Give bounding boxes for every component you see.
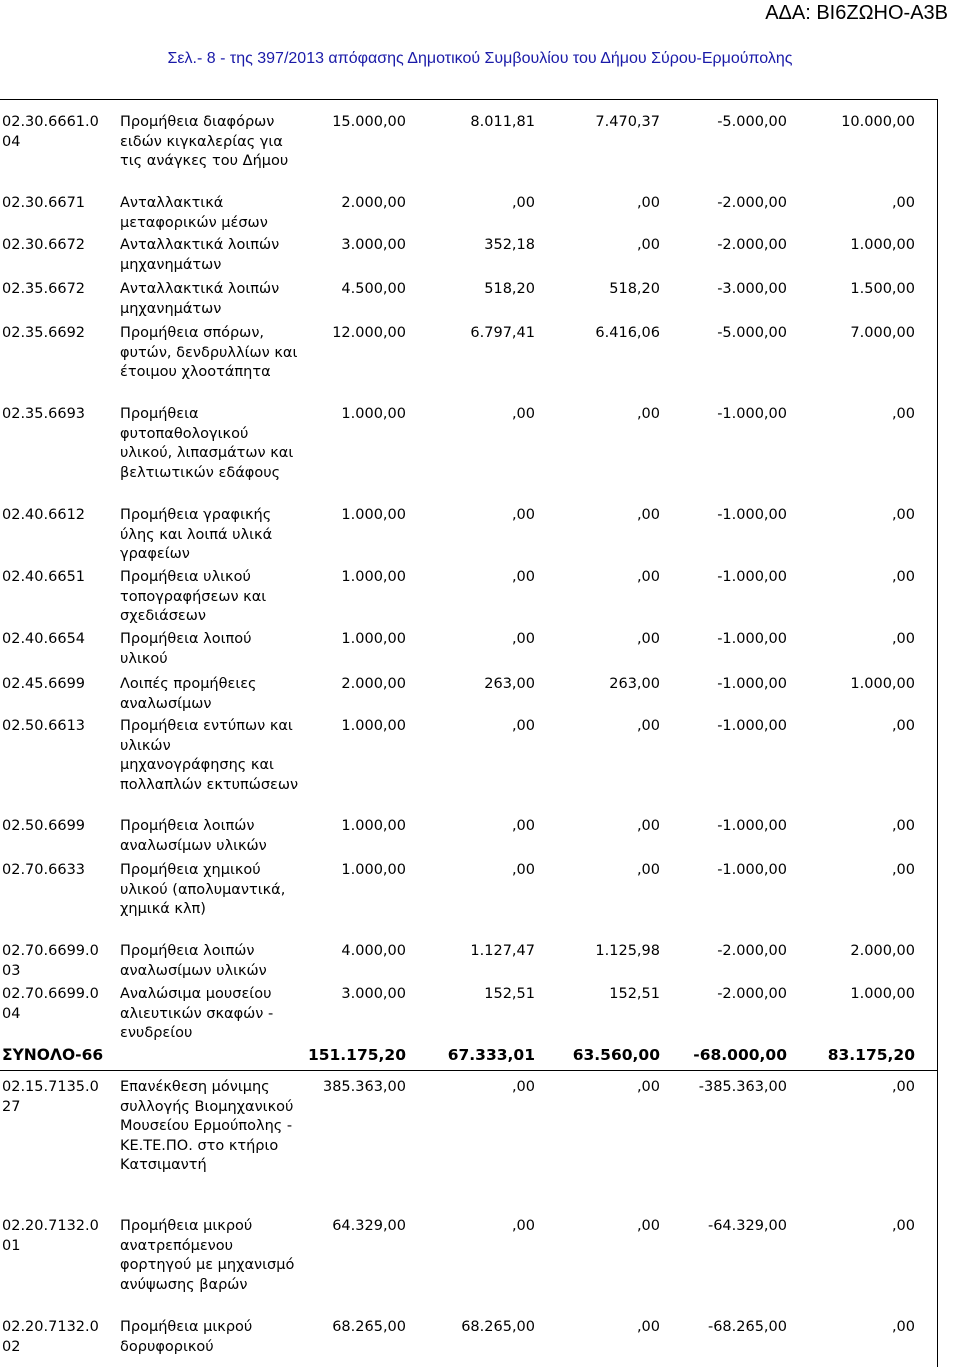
row-description: Προμήθεια μικρού δορυφορικού (120, 1319, 253, 1355)
row-description: Προμήθεια γραφικής ύλης και λοιπά υλικά γραφείων (120, 507, 273, 562)
row-value-3: 263,00 (609, 676, 660, 692)
row-value-2: 263,00 (484, 676, 535, 692)
row-value-3: ,00 (636, 631, 660, 647)
row-description: Προμήθεια διαφόρων ειδών κιγκαλερίας για τις ανάγκες του Δήμου (120, 114, 289, 169)
row-description: Λοιπές προμήθειες αναλωσίμων (120, 676, 257, 712)
row-description: Προμήθεια μικρού ανατρεπόμενου φορτηγού με μηχανισμό ανύψωσης βαρών (120, 1218, 295, 1293)
row-value-4: -1.000,00 (717, 862, 787, 878)
row-code: 02.35.6693 (2, 406, 86, 422)
row-code: 02.70.6699.0 04 (2, 986, 99, 1022)
row-value-2: 8.011,81 (470, 114, 535, 130)
row-value-5: 1.500,00 (850, 281, 915, 297)
row-value-5: 1.000,00 (850, 237, 915, 253)
row-value-2: 352,18 (484, 237, 535, 253)
row-value-5: ,00 (891, 862, 915, 878)
row-value-2: ,00 (511, 818, 535, 834)
row-description: Αναλώσιμα μουσείου αλιευτικών σκαφών - ενυδρείου (120, 986, 274, 1041)
row-code: 02.50.6613 (2, 718, 86, 734)
row-code: 02.20.7132.0 01 (2, 1218, 99, 1254)
row-value-4: -1.000,00 (717, 406, 787, 422)
row-code: 02.35.6692 (2, 325, 86, 341)
row-description: Προμήθεια χημικού υλικού (απολυμαντικά, χημικά κλπ) (120, 862, 286, 917)
row-value-3: ,00 (636, 1319, 660, 1335)
row-value-5: ,00 (891, 195, 915, 211)
row-value-1: 4.500,00 (341, 281, 406, 297)
row-value-2: 1.127,47 (470, 943, 535, 959)
total-separator (0, 1070, 938, 1071)
total-value-2: 67.333,01 (447, 1046, 535, 1064)
row-value-3: ,00 (636, 569, 660, 585)
row-value-4: -385.363,00 (698, 1079, 787, 1095)
row-code: 02.40.6612 (2, 507, 86, 523)
row-value-3: ,00 (636, 237, 660, 253)
row-description: Προμήθεια σπόρων, φυτών, δενδρυλλίων και έτοιμου χλοοτάπητα (120, 325, 298, 380)
row-value-3: ,00 (636, 718, 660, 734)
row-code: 02.45.6699 (2, 676, 86, 692)
row-value-5: 2.000,00 (850, 943, 915, 959)
row-value-4: -5.000,00 (717, 325, 787, 341)
row-value-3: ,00 (636, 507, 660, 523)
row-value-4: -1.000,00 (717, 507, 787, 523)
total-label: ΣΥΝΟΛΟ-66 (2, 1046, 104, 1064)
row-value-1: 64.329,00 (332, 1218, 406, 1234)
row-value-5: 1.000,00 (850, 676, 915, 692)
row-value-5: 1.000,00 (850, 986, 915, 1002)
row-value-5: 10.000,00 (841, 114, 915, 130)
page-header: Σελ.- 8 - της 397/2013 απόφασης Δημοτικού Συμβουλίου του Δήμου Σύρου-Ερμούπολης (167, 50, 793, 67)
row-value-5: ,00 (891, 718, 915, 734)
row-value-5: ,00 (891, 507, 915, 523)
row-value-2: ,00 (511, 718, 535, 734)
row-code: 02.35.6672 (2, 281, 86, 297)
row-code: 02.70.6633 (2, 862, 86, 878)
row-value-3: 518,20 (609, 281, 660, 297)
row-value-1: 1.000,00 (341, 406, 406, 422)
row-value-1: 12.000,00 (332, 325, 406, 341)
row-value-1: 1.000,00 (341, 818, 406, 834)
row-description: Ανταλλακτικά μεταφορικών μέσων (120, 195, 268, 231)
row-value-4: -1.000,00 (717, 718, 787, 734)
row-value-1: 1.000,00 (341, 569, 406, 585)
row-value-1: 2.000,00 (341, 676, 406, 692)
row-value-5: ,00 (891, 406, 915, 422)
row-value-3: ,00 (636, 1079, 660, 1095)
row-value-4: -1.000,00 (717, 569, 787, 585)
row-value-2: ,00 (511, 631, 535, 647)
row-value-2: ,00 (511, 862, 535, 878)
row-value-1: 15.000,00 (332, 114, 406, 130)
row-value-2: 518,20 (484, 281, 535, 297)
row-value-1: 1.000,00 (341, 862, 406, 878)
row-value-3: 6.416,06 (595, 325, 660, 341)
row-value-4: -2.000,00 (717, 237, 787, 253)
row-code: 02.20.7132.0 02 (2, 1319, 99, 1355)
row-code: 02.30.6671 (2, 195, 86, 211)
ada-code: ΑΔΑ: ΒΙ6ΖΩΗΟ-Α3Β (765, 2, 948, 24)
row-value-2: ,00 (511, 1218, 535, 1234)
row-value-5: ,00 (891, 1319, 915, 1335)
row-value-1: 1.000,00 (341, 631, 406, 647)
row-value-5: ,00 (891, 1079, 915, 1095)
row-value-1: 385.363,00 (322, 1079, 406, 1095)
row-value-3: ,00 (636, 406, 660, 422)
row-value-4: -3.000,00 (717, 281, 787, 297)
row-value-4: -1.000,00 (717, 631, 787, 647)
row-value-4: -2.000,00 (717, 943, 787, 959)
row-value-5: ,00 (891, 818, 915, 834)
row-value-3: ,00 (636, 818, 660, 834)
row-description: Επανέκθεση μόνιμης συλλογής Βιομηχανικού Μουσείου Ερμούπολης - ΚΕ.ΤΕ.ΠΟ. στο κτήριο Κατσιμαντή (120, 1079, 294, 1173)
row-value-3: ,00 (636, 195, 660, 211)
row-code: 02.40.6651 (2, 569, 86, 585)
row-value-5: ,00 (891, 631, 915, 647)
row-value-4: -2.000,00 (717, 195, 787, 211)
total-value-3: 63.560,00 (572, 1046, 660, 1064)
row-value-1: 4.000,00 (341, 943, 406, 959)
row-code: 02.30.6672 (2, 237, 86, 253)
total-value-4: -68.000,00 (693, 1046, 787, 1064)
row-value-1: 3.000,00 (341, 986, 406, 1002)
row-value-2: 68.265,00 (461, 1319, 535, 1335)
row-value-2: ,00 (511, 195, 535, 211)
row-description: Προμήθεια φυτοπαθολογικού υλικού, λιπασμάτων και βελτιωτικών εδάφους (120, 406, 294, 481)
total-value-5: 83.175,20 (827, 1046, 915, 1064)
row-value-3: ,00 (636, 862, 660, 878)
row-value-3: 1.125,98 (595, 943, 660, 959)
row-value-3: 152,51 (609, 986, 660, 1002)
row-value-2: 152,51 (484, 986, 535, 1002)
row-value-1: 1.000,00 (341, 718, 406, 734)
row-value-4: -1.000,00 (717, 818, 787, 834)
row-description: Προμήθεια εντύπων και υλικών μηχανογράφησης και πολλαπλών εκτυπώσεων (120, 718, 299, 793)
row-code: 02.30.6661.0 04 (2, 114, 99, 150)
row-value-2: 6.797,41 (470, 325, 535, 341)
row-value-4: -68.265,00 (707, 1319, 787, 1335)
row-code: 02.15.7135.0 27 (2, 1079, 99, 1115)
row-value-2: ,00 (511, 507, 535, 523)
row-description: Προμήθεια λοιπών αναλωσίμων υλικών (120, 943, 267, 979)
row-value-5: 7.000,00 (850, 325, 915, 341)
row-value-2: ,00 (511, 1079, 535, 1095)
row-value-2: ,00 (511, 569, 535, 585)
row-description: Ανταλλακτικά λοιπών μηχανημάτων (120, 237, 280, 273)
row-value-1: 2.000,00 (341, 195, 406, 211)
row-value-1: 3.000,00 (341, 237, 406, 253)
row-value-4: -64.329,00 (707, 1218, 787, 1234)
row-value-4: -5.000,00 (717, 114, 787, 130)
row-value-4: -2.000,00 (717, 986, 787, 1002)
row-value-4: -1.000,00 (717, 676, 787, 692)
row-value-2: ,00 (511, 406, 535, 422)
row-value-5: ,00 (891, 1218, 915, 1234)
row-description: Ανταλλακτικά λοιπών μηχανημάτων (120, 281, 280, 317)
row-description: Προμήθεια υλικού τοπογραφήσεων και σχεδιάσεων (120, 569, 267, 624)
row-code: 02.70.6699.0 03 (2, 943, 99, 979)
row-description: Προμήθεια λοιπών αναλωσίμων υλικών (120, 818, 267, 854)
row-value-3: ,00 (636, 1218, 660, 1234)
row-value-1: 68.265,00 (332, 1319, 406, 1335)
row-description: Προμήθεια λοιπού υλικού (120, 631, 252, 667)
row-code: 02.50.6699 (2, 818, 86, 834)
total-value-1: 151.175,20 (307, 1046, 406, 1064)
row-value-1: 1.000,00 (341, 507, 406, 523)
row-code: 02.40.6654 (2, 631, 86, 647)
row-value-5: ,00 (891, 569, 915, 585)
row-value-3: 7.470,37 (595, 114, 660, 130)
